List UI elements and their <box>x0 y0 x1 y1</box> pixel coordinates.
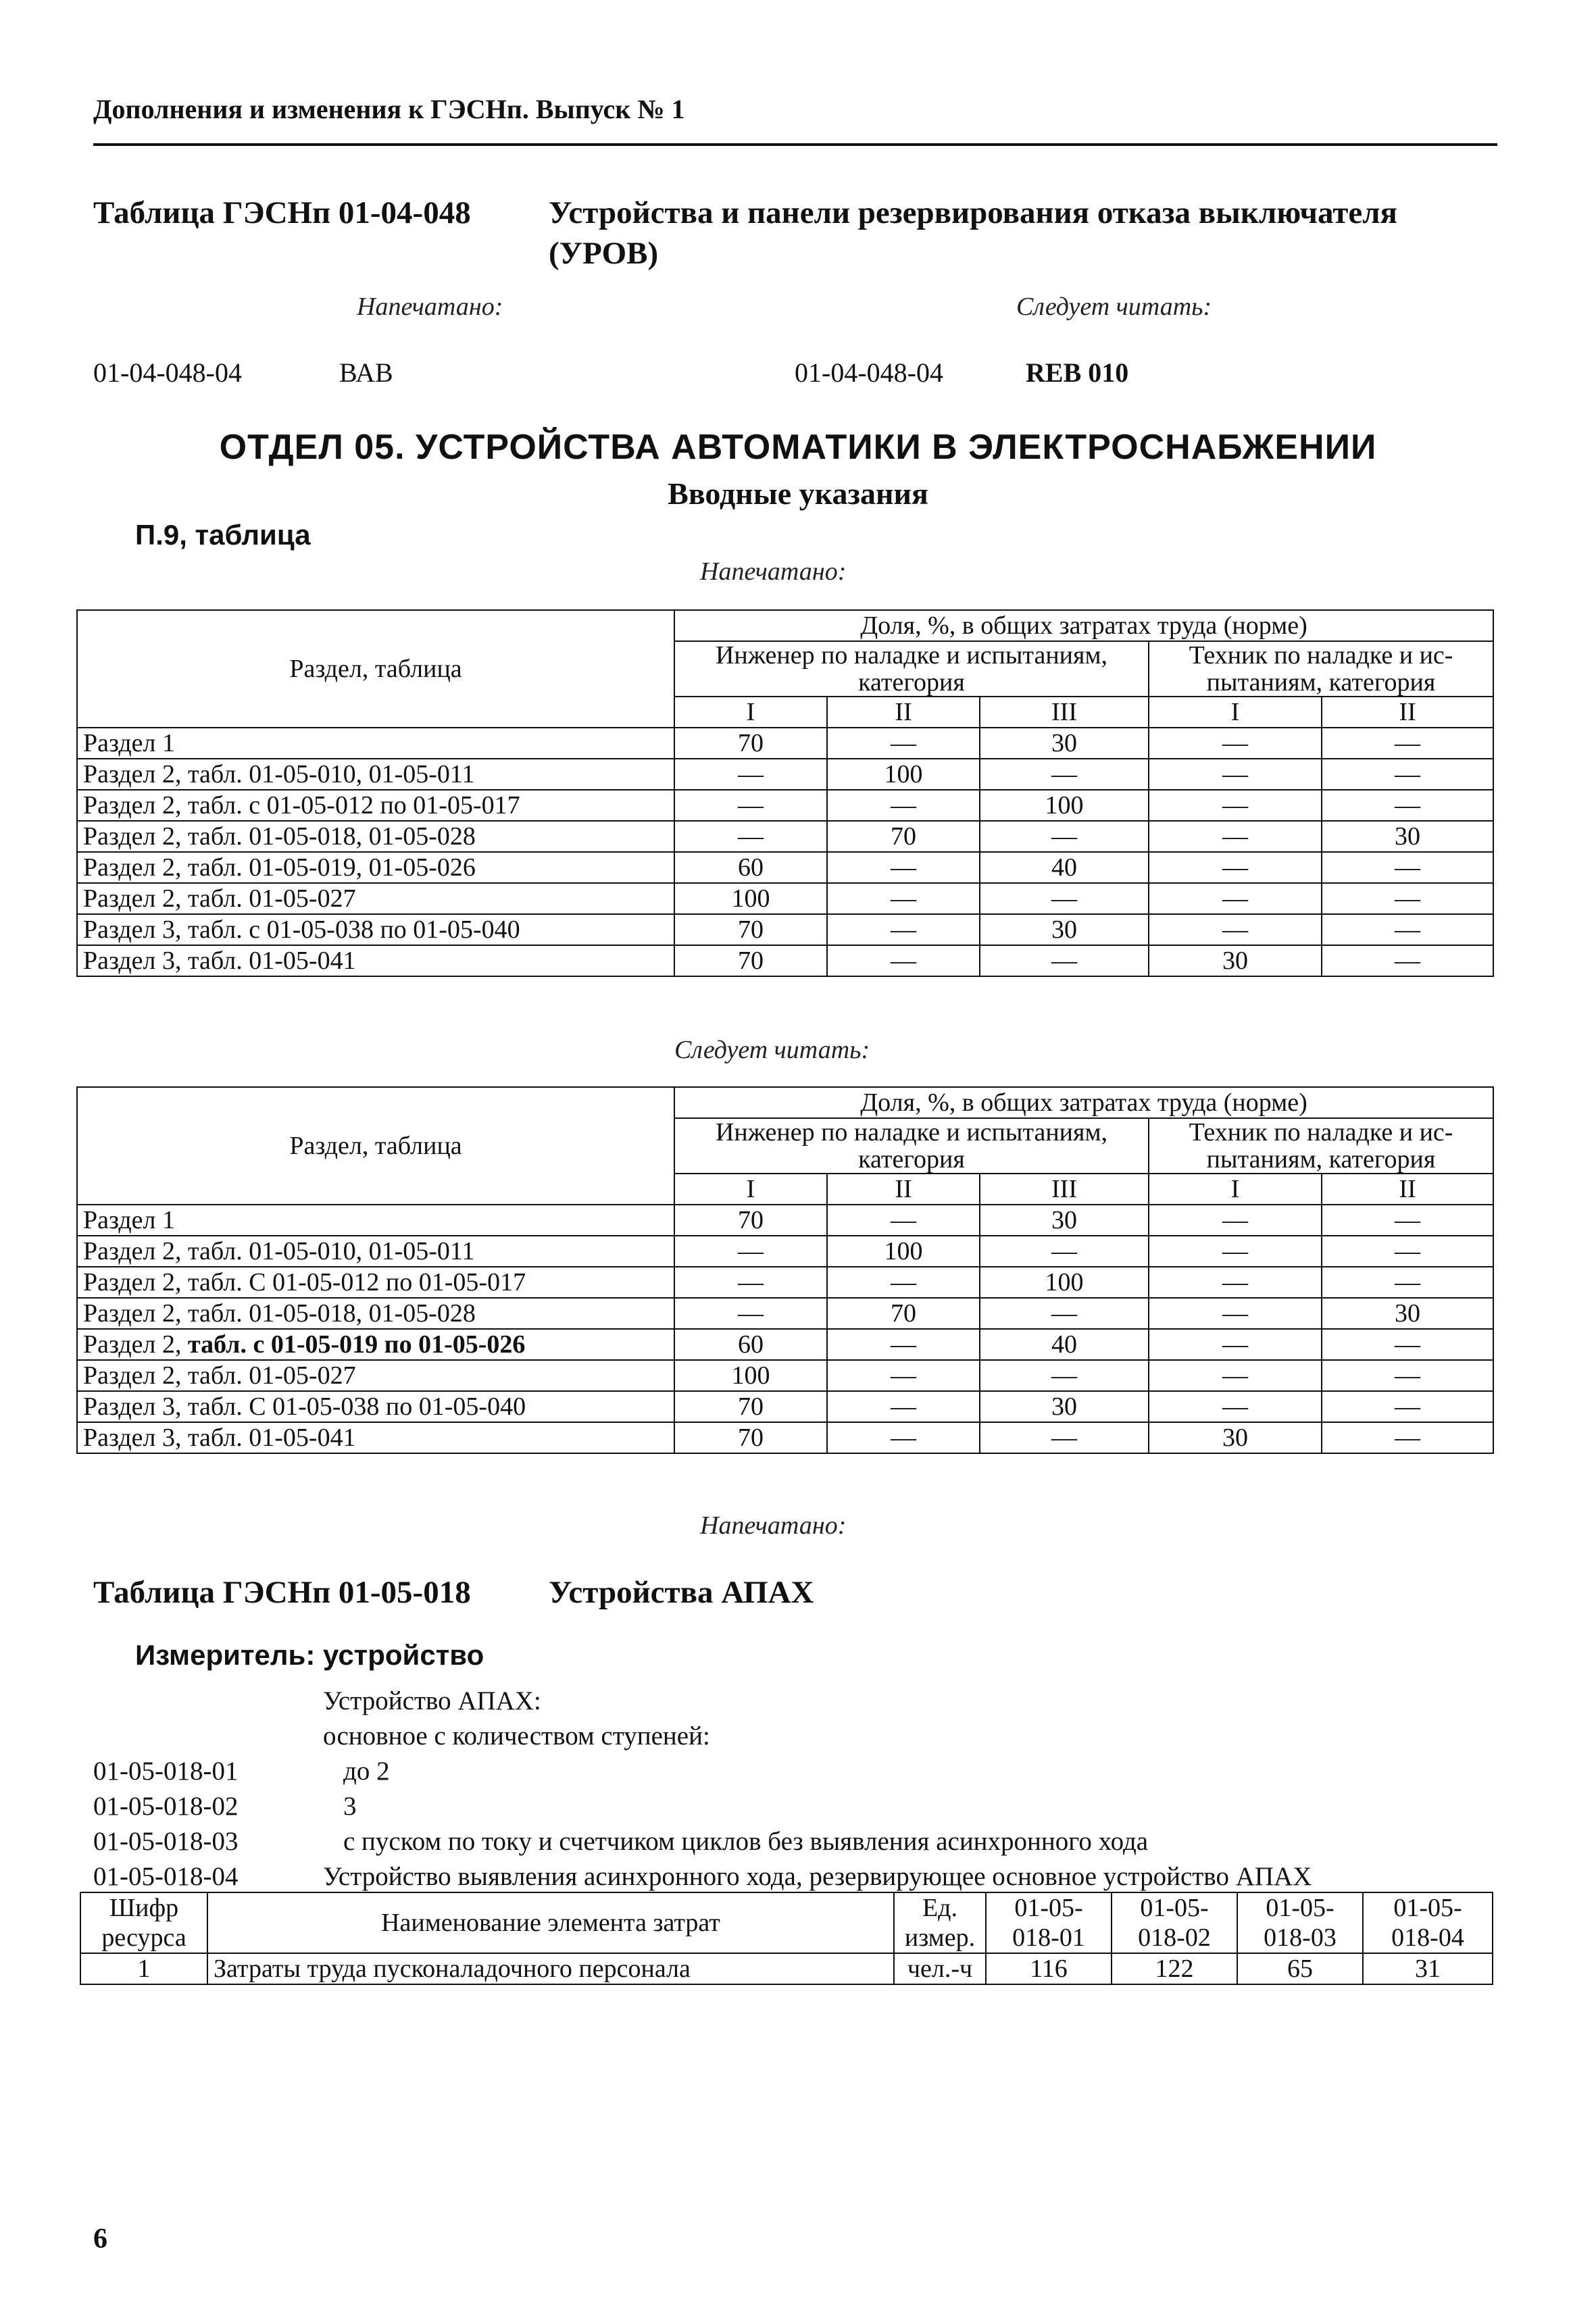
share-table-corrected <box>76 1086 1494 1454</box>
item-code: 01-05-018-03 <box>93 1827 239 1856</box>
item-code <box>93 1684 323 1719</box>
row-value: — <box>1322 1329 1493 1360</box>
row-value: — <box>1322 1205 1493 1236</box>
row-name: Раздел 2, табл. 01-05-027 <box>77 1360 674 1391</box>
norm-col-header: 01-05- 018-03 <box>1237 1892 1363 1953</box>
row-value: — <box>827 1267 980 1298</box>
table-048-title-line2: (УРОВ) <box>549 236 659 271</box>
row-value: — <box>1149 1205 1322 1236</box>
read-label: Следует читать: <box>1016 293 1212 321</box>
item-text: Устройство АПАХ: <box>323 1686 541 1715</box>
row-value: — <box>1149 1298 1322 1329</box>
col-section-header: Раздел, таблица <box>77 610 674 728</box>
page-number: 6 <box>93 2223 107 2255</box>
resource-code: 1 <box>80 1953 207 1984</box>
table-row <box>77 1422 1493 1453</box>
table-row <box>77 1236 1493 1267</box>
read-value: REB 010 <box>1026 357 1129 388</box>
category-cell: I <box>1149 697 1322 728</box>
row-value: — <box>1322 1391 1493 1422</box>
printed-label: Напечатано: <box>357 293 503 321</box>
row-value: 30 <box>980 728 1149 759</box>
resource-value: 122 <box>1112 1953 1237 1984</box>
share-header: Доля, %, в общих затратах труда (норме) <box>674 1087 1493 1118</box>
row-value: 70 <box>674 914 827 945</box>
read-code: 01-04-048-04 <box>795 357 943 388</box>
table-row <box>77 883 1493 914</box>
row-value: — <box>1322 945 1493 976</box>
row-value: — <box>1149 914 1322 945</box>
row-value: — <box>827 945 980 976</box>
category-cell: III <box>980 1174 1149 1205</box>
row-name: Раздел 2, табл. 01-05-010, 01-05-011 <box>77 1236 674 1267</box>
row-value: — <box>1149 821 1322 852</box>
header-row <box>77 610 1493 641</box>
row-value: — <box>980 1360 1149 1391</box>
row-value: — <box>980 1298 1149 1329</box>
row-value: — <box>674 790 827 821</box>
row-name: Раздел 3, табл. 01-05-041 <box>77 1422 674 1453</box>
section-printed-label: Напечатано: <box>700 557 847 586</box>
row-value: 40 <box>980 1329 1149 1360</box>
row-value: 60 <box>674 1329 827 1360</box>
row-value: — <box>1322 1236 1493 1267</box>
section-title: ОТДЕЛ 05. УСТРОЙСТВА АВТОМАТИКИ В ЭЛЕКТРОСНАБЖЕНИИ <box>219 428 1377 467</box>
row-value: — <box>980 945 1149 976</box>
row-value: 100 <box>827 759 980 790</box>
engineer-header: Инженер по наладке и испытаниям, категория <box>674 641 1149 697</box>
row-value: 100 <box>980 1267 1149 1298</box>
table-row <box>77 728 1493 759</box>
row-value: — <box>980 821 1149 852</box>
row-value: — <box>1322 1267 1493 1298</box>
item-text: Устройство выявления асинхронного хода, резервирующее основное устройство АПАХ <box>323 1862 1312 1891</box>
technician-header: Техник по наладке и ис- пытаниям, категория <box>1149 641 1493 697</box>
table-018-title: Устройства АПАХ <box>549 1575 814 1610</box>
category-cell: I <box>674 697 827 728</box>
table-row <box>77 790 1493 821</box>
row-value: — <box>827 1422 980 1453</box>
category-cell: I <box>1149 1174 1322 1205</box>
table-048-label: Таблица ГЭСНп 01-04-048 <box>93 195 471 230</box>
resource-value: 116 <box>986 1953 1112 1984</box>
section-subtitle: Вводные указания <box>668 476 928 511</box>
item-code: 01-05-018-01 <box>93 1757 239 1786</box>
row-value: — <box>1149 883 1322 914</box>
unit-header: Ед. измер. <box>894 1892 986 1953</box>
row-value: — <box>980 883 1149 914</box>
clause-label: П.9, таблица <box>135 519 311 551</box>
row-value: — <box>1322 728 1493 759</box>
row-value: — <box>980 1422 1149 1453</box>
row-value: 100 <box>827 1236 980 1267</box>
name-header: Наименование элемента затрат <box>207 1892 894 1953</box>
table-row <box>77 821 1493 852</box>
row-value: — <box>674 821 827 852</box>
row-name: Раздел 2, табл. с 01-05-012 по 01-05-017 <box>77 790 674 821</box>
category-cell: II <box>827 1174 980 1205</box>
table-048-title-line1: Устройства и панели резервирования отказа выключателя <box>549 195 1397 230</box>
item-text: 3 <box>343 1792 357 1821</box>
row-value: — <box>1149 852 1322 883</box>
row-value: — <box>827 883 980 914</box>
resource-table <box>80 1892 1493 1985</box>
row-value: 70 <box>827 1298 980 1329</box>
row-value: — <box>1149 1360 1322 1391</box>
list-item <box>93 1789 1499 1824</box>
engineer-header: Инженер по наладке и испытаниям, категория <box>674 1118 1149 1174</box>
resource-name: Затраты труда пусконаладочного персонала <box>207 1953 894 1984</box>
row-value: 100 <box>980 790 1149 821</box>
item-text: до 2 <box>343 1757 390 1786</box>
row-value: 30 <box>980 1391 1149 1422</box>
row-name: Раздел 1 <box>77 728 674 759</box>
row-value: 30 <box>1322 821 1493 852</box>
row-value: — <box>1322 883 1493 914</box>
row-value: 70 <box>827 821 980 852</box>
item-code: 01-05-018-04 <box>93 1862 239 1891</box>
row-name: Раздел 2, табл. 01-05-019, 01-05-026 <box>77 852 674 883</box>
row-value: — <box>1149 728 1322 759</box>
running-header: Дополнения и изменения к ГЭСНп. Выпуск № 1 <box>93 94 685 124</box>
category-cell: II <box>1322 697 1493 728</box>
row-value: — <box>980 759 1149 790</box>
row-value: 30 <box>1149 1422 1322 1453</box>
row-value: 100 <box>674 883 827 914</box>
row-value: — <box>674 1298 827 1329</box>
item-text: с пуском по току и счетчиком циклов без выявления асинхронного хода <box>343 1827 1149 1856</box>
category-cell: II <box>827 697 980 728</box>
row-value: — <box>1149 1267 1322 1298</box>
table-row <box>77 1267 1493 1298</box>
row-name: Раздел 2, табл. 01-05-018, 01-05-028 <box>77 821 674 852</box>
row-name: Раздел 1 <box>77 1205 674 1236</box>
technician-header: Техник по наладке и ис- пытаниям, категория <box>1149 1118 1493 1174</box>
list-item <box>93 1719 1499 1754</box>
resource-unit: чел.-ч <box>894 1953 986 1984</box>
row-value: 100 <box>674 1360 827 1391</box>
table-row <box>77 1391 1493 1422</box>
resource-value: 31 <box>1363 1953 1493 1984</box>
row-value: — <box>1322 759 1493 790</box>
row-value: — <box>827 1391 980 1422</box>
table-row <box>77 914 1493 945</box>
row-value: — <box>827 1360 980 1391</box>
row-name: Раздел 2, табл. 01-05-027 <box>77 883 674 914</box>
measure-list <box>93 1684 1499 1894</box>
list-item <box>93 1859 1499 1894</box>
table-018-label: Таблица ГЭСНп 01-05-018 <box>93 1575 471 1610</box>
table-row <box>77 945 1493 976</box>
row-value: — <box>827 728 980 759</box>
list-item <box>93 1824 1499 1859</box>
header-row <box>77 1087 1493 1118</box>
row-value: 60 <box>674 852 827 883</box>
header-rule <box>93 143 1497 146</box>
list-item <box>93 1684 1499 1719</box>
table-row <box>77 1360 1493 1391</box>
row-name: Раздел 3, табл. 01-05-041 <box>77 945 674 976</box>
row-value: — <box>1322 914 1493 945</box>
row-value: — <box>1322 852 1493 883</box>
code-header: Шифр ресурса <box>80 1892 207 1953</box>
row-value: — <box>1149 790 1322 821</box>
share-header: Доля, %, в общих затратах труда (норме) <box>674 610 1493 641</box>
row-value: 70 <box>674 1391 827 1422</box>
row-value: — <box>827 1205 980 1236</box>
row-name: Раздел 2, табл. с 01-05-019 по 01-05-026 <box>77 1329 674 1360</box>
row-value: — <box>827 914 980 945</box>
table-row <box>80 1953 1493 1984</box>
row-value: 70 <box>674 1422 827 1453</box>
row-name: Раздел 3, табл. С 01-05-038 по 01-05-040 <box>77 1391 674 1422</box>
table-row <box>77 1298 1493 1329</box>
list-item <box>93 1754 1499 1789</box>
row-value: — <box>1322 1360 1493 1391</box>
row-value: — <box>827 790 980 821</box>
table-row <box>77 852 1493 883</box>
norm-col-header: 01-05- 018-02 <box>1112 1892 1237 1953</box>
row-value: — <box>1149 1391 1322 1422</box>
row-value: — <box>674 1236 827 1267</box>
row-value: — <box>1322 1422 1493 1453</box>
section-read-label: Следует читать: <box>674 1036 870 1064</box>
resource-value: 65 <box>1237 1953 1363 1984</box>
header-row <box>80 1892 1493 1953</box>
item-code: 01-05-018-02 <box>93 1792 239 1821</box>
row-value: — <box>1149 759 1322 790</box>
row-value: 70 <box>674 1205 827 1236</box>
row-value: — <box>674 1267 827 1298</box>
table-row <box>77 759 1493 790</box>
category-cell: III <box>980 697 1149 728</box>
row-value: — <box>1322 790 1493 821</box>
item-text: основное с количеством ступеней: <box>323 1721 710 1751</box>
row-value: 30 <box>980 1205 1149 1236</box>
row-value: — <box>827 852 980 883</box>
category-cell: II <box>1322 1174 1493 1205</box>
row-value: — <box>674 759 827 790</box>
table-row <box>77 1205 1493 1236</box>
col-section-header: Раздел, таблица <box>77 1087 674 1205</box>
printed-value: ВАВ <box>339 357 393 388</box>
row-name: Раздел 2, табл. 01-05-010, 01-05-011 <box>77 759 674 790</box>
row-name: Раздел 3, табл. с 01-05-038 по 01-05-040 <box>77 914 674 945</box>
measure-label: Измеритель: устройство <box>135 1639 484 1671</box>
row-value: — <box>827 1329 980 1360</box>
table-018-printed-label: Напечатано: <box>700 1511 847 1540</box>
row-value: 30 <box>1322 1298 1493 1329</box>
row-value: — <box>1149 1236 1322 1267</box>
category-cell: I <box>674 1174 827 1205</box>
row-value: 30 <box>980 914 1149 945</box>
row-value: 70 <box>674 945 827 976</box>
share-table-printed <box>76 609 1494 977</box>
row-value: 70 <box>674 728 827 759</box>
row-value: — <box>1149 1329 1322 1360</box>
norm-col-header: 01-05- 018-04 <box>1363 1892 1493 1953</box>
norm-col-header: 01-05- 018-01 <box>986 1892 1112 1953</box>
row-value: 40 <box>980 852 1149 883</box>
row-name: Раздел 2, табл. 01-05-018, 01-05-028 <box>77 1298 674 1329</box>
item-code <box>93 1719 323 1754</box>
table-row-corrected <box>77 1329 1493 1360</box>
row-value: — <box>980 1236 1149 1267</box>
row-name: Раздел 2, табл. С 01-05-012 по 01-05-017 <box>77 1267 674 1298</box>
printed-code: 01-04-048-04 <box>93 357 242 388</box>
row-value: 30 <box>1149 945 1322 976</box>
